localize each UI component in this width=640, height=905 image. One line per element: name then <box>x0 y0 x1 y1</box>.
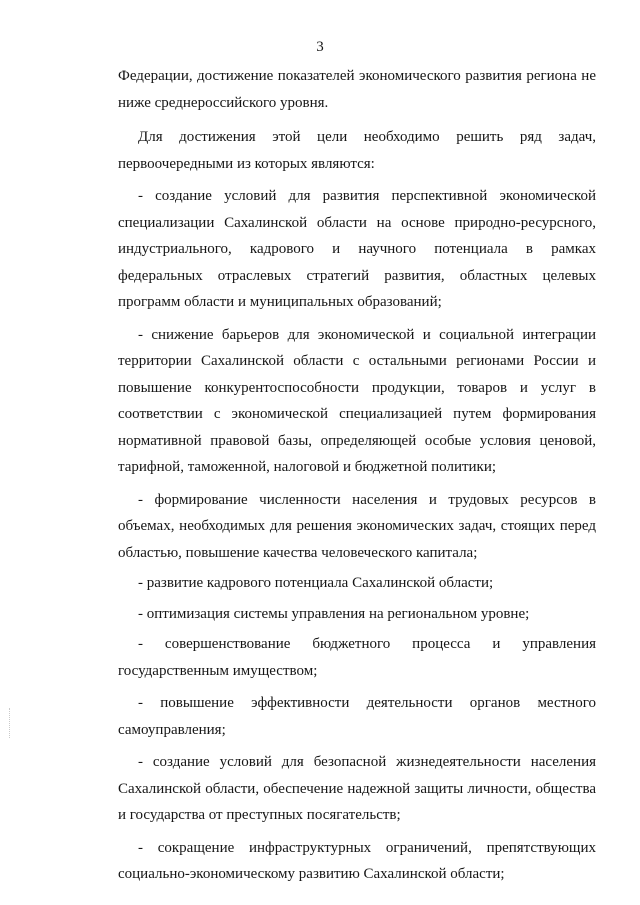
list-item-management: - оптимизация системы управления на региональном уровне; <box>138 605 530 622</box>
paragraph-continuation: Федерации, достижение показателей экономического развития региона не ниже среднероссийского уровня. <box>118 68 596 111</box>
paragraph-goal-intro: Для достижения этой цели необходимо решить ряд задач, первоочередными из которых являются: <box>118 129 596 172</box>
list-item-local-government: - повышение эффективности деятельности органов местного самоуправления; <box>118 695 596 738</box>
list-item-integration: - снижение барьеров для экономической и социальной интеграции территории Сахалинской области с остальными регионами России и повышение конкурентоспособности продукции, товаров и услуг в соответствии с экономической специализацией путем формирования нормативной правовой базы, определяющей особые условия ценовой, тарифной, таможенной, налоговой и бюджетной политики; <box>118 326 596 475</box>
list-item-population: - формирование численности населения и трудовых ресурсов в объемах, необходимых для решения экономических задач, стоящих перед областью, повышение качества человеческого капитала; <box>118 491 596 561</box>
document-body <box>118 63 596 888</box>
list-item-budget: - совершенствование бюджетного процесса и управления государственным имуществом; <box>118 636 596 679</box>
list-item-specialization: - создание условий для развития перспективной экономической специализации Сахалинской области на основе природно-ресурсного, индустриального, кадрового и научного потенциала в рамках федеральных отраслевых стратегий развития, областных целевых программ области и муниципальных образований; <box>118 188 596 310</box>
list-item-infrastructure: - сокращение инфраструктурных ограничений, препятствующих социально-экономическому развитию Сахалинской области; <box>118 839 596 882</box>
scan-margin-mark <box>9 708 12 738</box>
list-item-safety: - создание условий для безопасной жизнедеятельности населения Сахалинской области, обеспечение надежной защиты личности, общества и государства от преступных посягательств; <box>118 754 596 823</box>
list-item-personnel: - развитие кадрового потенциала Сахалинской области; <box>138 575 494 591</box>
page-number: 3 <box>316 39 324 55</box>
